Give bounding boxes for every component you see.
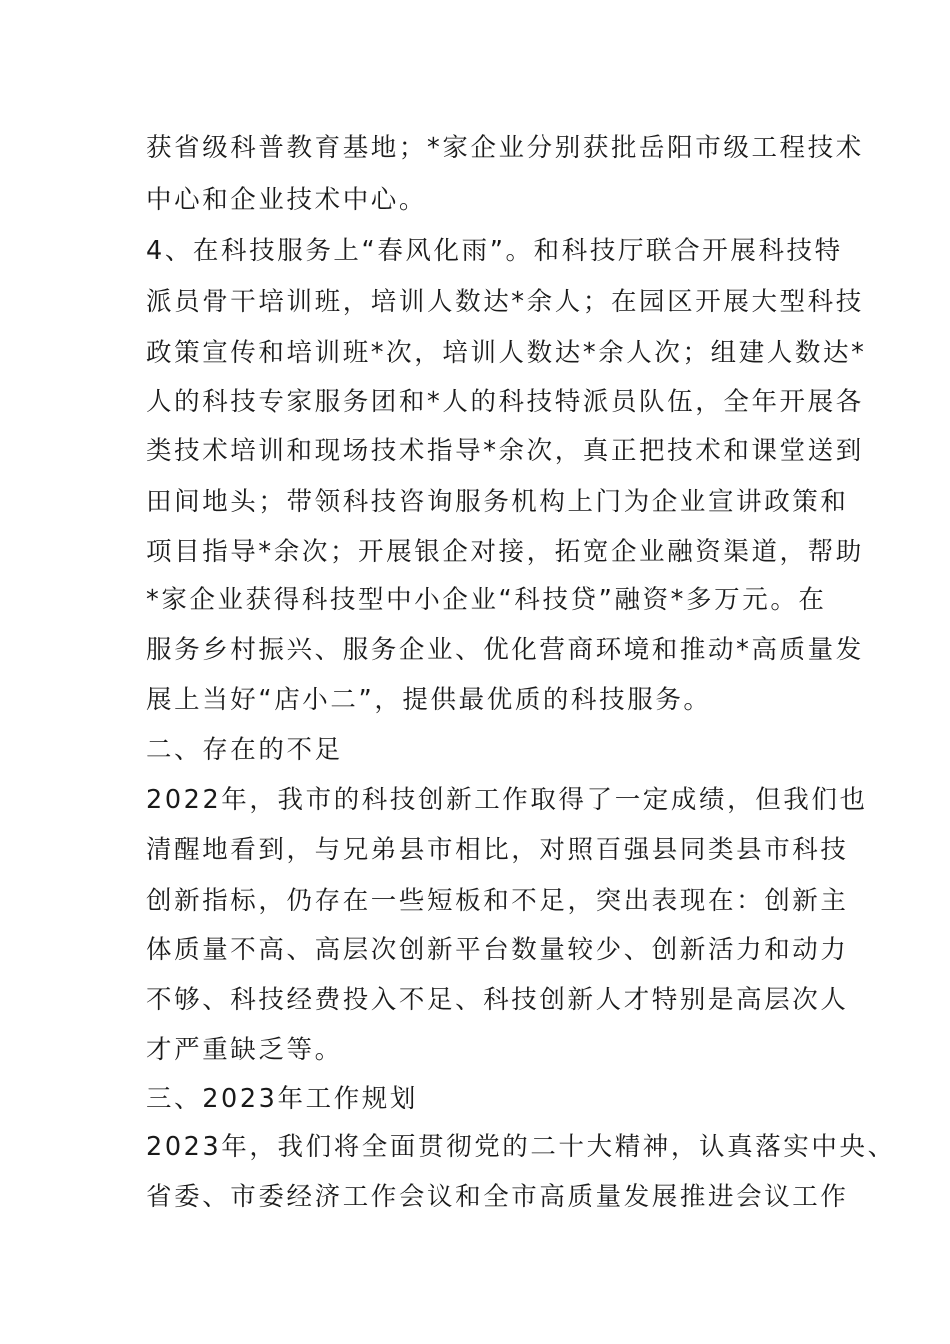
text-line: 田间地头；带领科技咨询服务机构上门为企业宣讲政策和 <box>146 487 849 517</box>
text-line: 项目指导*余次；开展银企对接，拓宽企业融资渠道，帮助 <box>146 537 864 567</box>
text-line: 派员骨干培训班，培训人数达*余人；在园区开展大型科技 <box>146 287 864 317</box>
text-line: 政策宣传和培训班*次，培训人数达*余人次；组建人数达* <box>146 338 867 368</box>
text-line: 体质量不高、高层次创新平台数量较少、创新活力和动力 <box>146 935 849 965</box>
text-line: 创新指标，仍存在一些短板和不足，突出表现在：创新主 <box>146 886 849 916</box>
text-line: 类技术培训和现场技术指导*余次，真正把技术和课堂送到 <box>146 436 864 466</box>
text-line: 清醒地看到，与兄弟县市相比，对照百强县同类县市科技 <box>146 835 849 865</box>
section-item-4: 4、在科技服务上“春风化雨”。和科技厅联合开展科技特 <box>146 236 843 266</box>
text-line: 人的科技专家服务团和*人的科技特派员队伍，全年开展各 <box>146 387 864 417</box>
text-line: 服务乡村振兴、服务企业、优化营商环境和推动*高质量发 <box>146 635 864 665</box>
text-line: 省委、市委经济工作会议和全市高质量发展推进会议工作 <box>146 1182 849 1212</box>
text-line: 2022年，我市的科技创新工作取得了一定成绩，但我们也 <box>146 785 868 815</box>
section-heading: 三、2023年工作规划 <box>146 1084 418 1114</box>
text-line: 中心和企业技术中心。 <box>146 185 428 215</box>
text-line: 展上当好“店小二”，提供最优质的科技服务。 <box>146 685 712 715</box>
text-line: 才严重缺乏等。 <box>146 1035 343 1065</box>
text-line: *家企业获得科技型中小企业“科技贷”融资*多万元。在 <box>146 585 827 615</box>
section-heading: 二、存在的不足 <box>146 735 343 765</box>
text-line: 2023年，我们将全面贯彻党的二十大精神，认真落实中央、 <box>146 1132 896 1162</box>
text-line: 不够、科技经费投入不足、科技创新人才特别是高层次人 <box>146 985 849 1015</box>
text-line: 获省级科普教育基地；*家企业分别获批岳阳市级工程技术 <box>146 133 864 163</box>
